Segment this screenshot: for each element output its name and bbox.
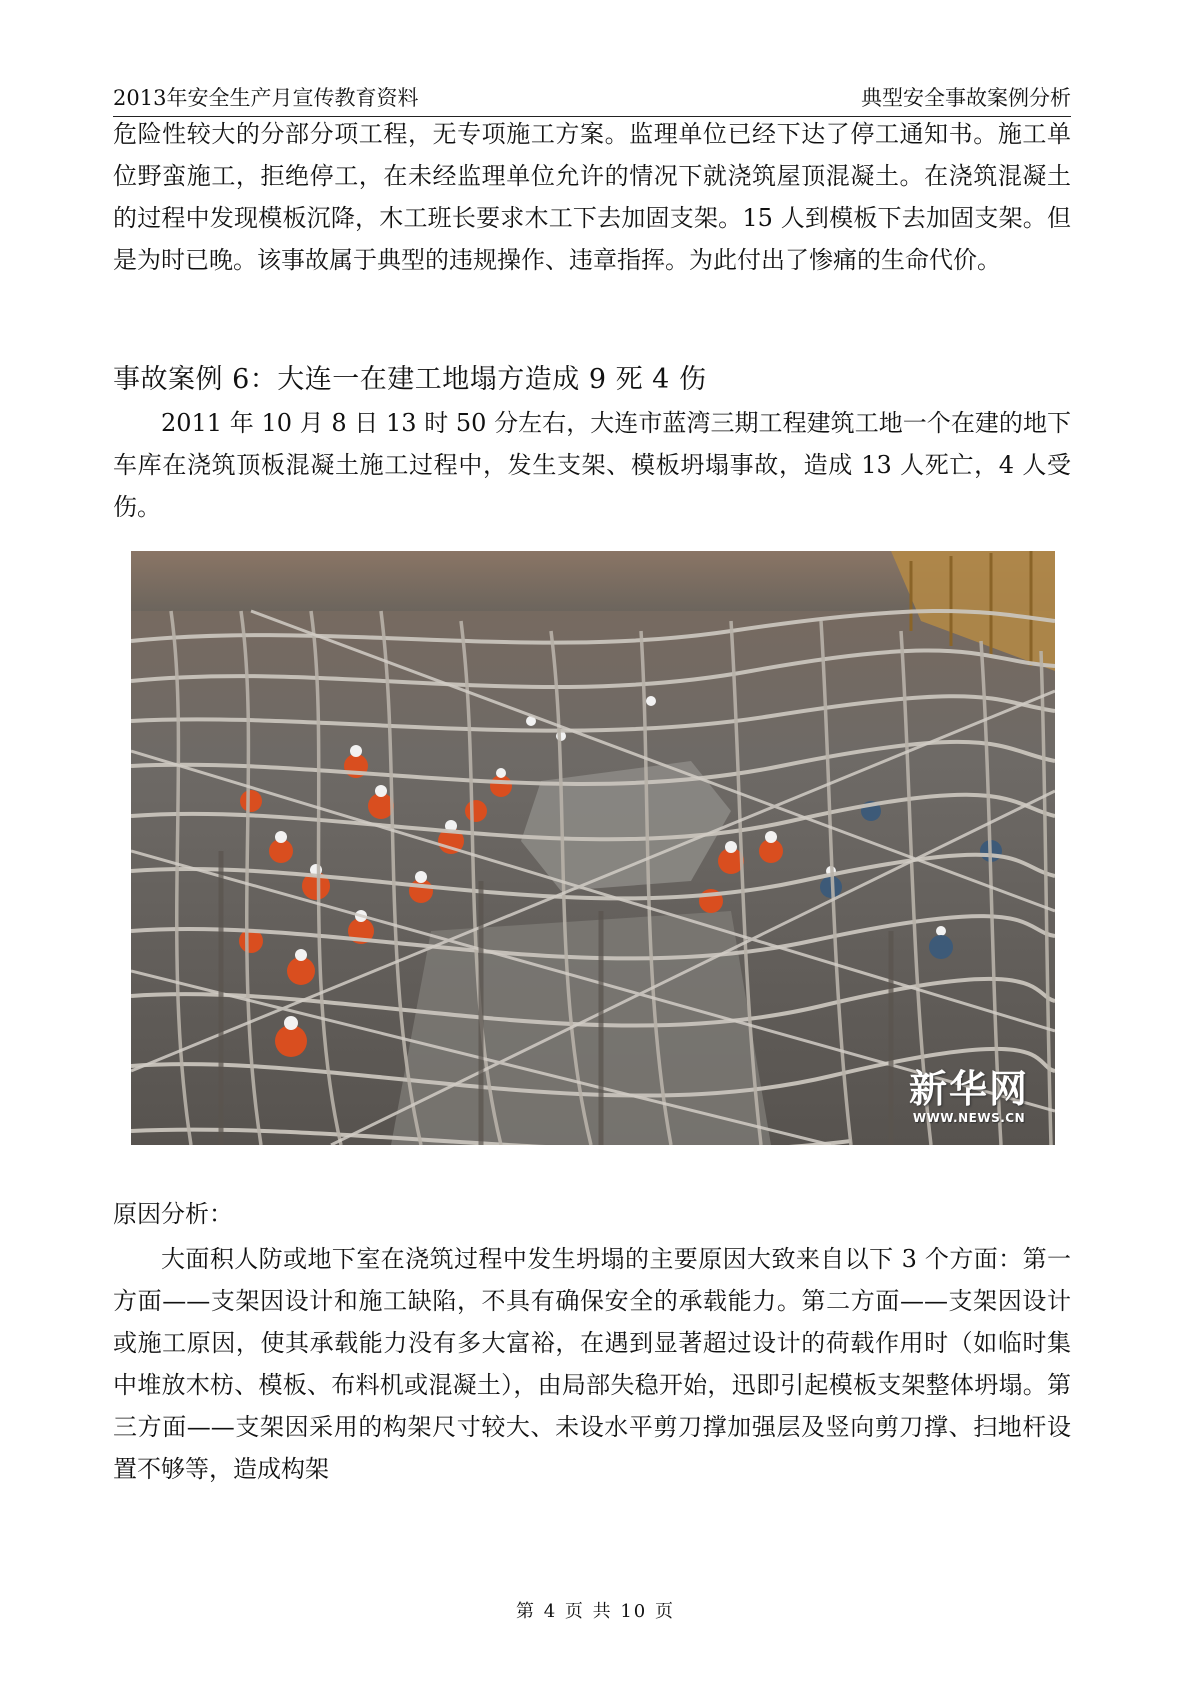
paragraph-continuation: 危险性较大的分部分项工程，无专项施工方案。监理单位已经下达了停工通知书。施工单位野蛮施工，拒绝停工，在未经监理单位允许的情况下就浇筑屋顶混凝土。在浇筑混凝土的过程中发现模板沉降，木工班长要求木工下去加固支架。15 人到模板下去加固支架。但是为时已晚。该事故属于典型的违规操作、违章指挥。为此付出了惨痛的生命代价。 xyxy=(113,120,1071,274)
page-footer: 第 4 页 共 10 页 xyxy=(516,1601,675,1622)
watermark-url: WWW.NEWS.CN xyxy=(912,1111,1026,1125)
photo-watermark xyxy=(909,1067,1029,1125)
reason-label: 原因分析： xyxy=(113,1200,233,1228)
header-left-title: 2013年安全生产月宣传教育资料 xyxy=(113,86,419,110)
watermark-logo-text: 新华网 xyxy=(908,1067,1029,1111)
paragraph-reason-analysis: 大面积人防或地下室在浇筑过程中发生坍塌的主要原因大致来自以下 3 个方面：第一方面——支架因设计和施工缺陷，不具有确保安全的承载能力。第二方面——支架因设计或施工原因，使其承载能力没有多大富裕，在遇到显著超过设计的荷载作用时（如临时集中堆放木枋、模板、布料机或混凝土），由局部失稳开始，迅即引起模板支架整体坍塌。第三方面——支架因采用的构架尺寸较大、未设水平剪刀撑加强层及竖向剪刀撑、扫地杆设置不够等，造成构架 xyxy=(113,1245,1071,1483)
case-heading: 事故案例 6：大连一在建工地塌方造成 9 死 4 伤 xyxy=(113,364,707,395)
accident-photo xyxy=(131,551,1055,1145)
paragraph-case-description: 2011 年 10 月 8 日 13 时 50 分左右，大连市蓝湾三期工程建筑工地一个在建的地下车库在浇筑顶板混凝土施工过程中，发生支架、模板坍塌事故，造成 13 人死亡，4 人受伤。 xyxy=(113,409,1071,521)
photo-illustration xyxy=(131,551,1055,1145)
header-right-title: 典型安全事故案例分析 xyxy=(861,86,1071,110)
